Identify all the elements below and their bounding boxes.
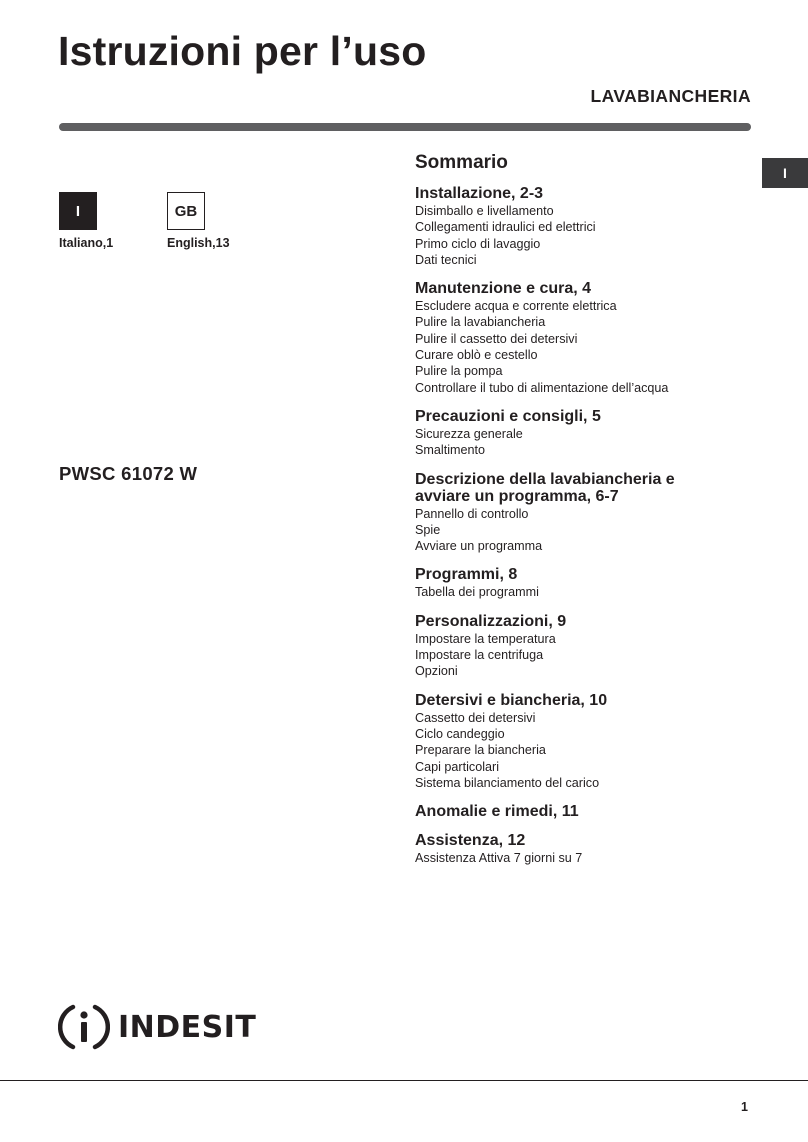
- toc-section-anomalie: [415, 803, 745, 820]
- document-title: Istruzioni per l’uso: [58, 28, 427, 74]
- language-button-english[interactable]: GB: [167, 192, 205, 230]
- toc-heading-line: avviare un programma, 6-7: [415, 487, 619, 505]
- toc-item[interactable]: Collegamenti idraulici ed elettrici: [415, 220, 596, 235]
- brand-logo: [58, 1001, 256, 1053]
- indesit-i-logo-icon: [58, 1001, 110, 1053]
- toc-section-heading[interactable]: Detersivi e biancheria, 10: [415, 691, 608, 709]
- toc-item[interactable]: Pulire la lavabiancheria: [415, 315, 546, 330]
- toc-item[interactable]: Impostare la centrifuga: [415, 648, 544, 663]
- toc-heading-line: Descrizione della lavabiancheria e: [415, 470, 675, 488]
- toc-section-manutenzione: [415, 280, 745, 396]
- toc-section-heading[interactable]: Programmi, 8: [415, 566, 518, 584]
- table-of-contents: [415, 152, 745, 878]
- toc-item[interactable]: Avviare un programma: [415, 539, 543, 554]
- toc-section-assistenza: [415, 832, 745, 866]
- toc-item[interactable]: Opzioni: [415, 664, 458, 679]
- toc-item[interactable]: Ciclo candeggio: [415, 726, 505, 741]
- toc-section-programmi: [415, 566, 745, 600]
- toc-item[interactable]: Impostare la temperatura: [415, 631, 556, 646]
- language-side-tab: I: [762, 158, 808, 188]
- product-category: LAVABIANCHERIA: [590, 86, 751, 106]
- toc-item[interactable]: Dati tecnici: [415, 252, 477, 267]
- toc-item[interactable]: Pannello di controllo: [415, 506, 529, 521]
- toc-item[interactable]: Capi particolari: [415, 759, 499, 774]
- toc-item[interactable]: Disimballo e livellamento: [415, 204, 554, 218]
- language-label-english: English,13: [167, 236, 230, 250]
- page-number: 1: [741, 1100, 748, 1114]
- toc-item[interactable]: Tabella dei programmi: [415, 585, 539, 600]
- brand-wordmark: INDESIT: [118, 1009, 257, 1045]
- toc-title: Sommario: [415, 152, 508, 173]
- toc-section-precauzioni: [415, 408, 745, 459]
- toc-item[interactable]: Cassetto dei detersivi: [415, 710, 536, 725]
- toc-section-detersivi: [415, 692, 745, 791]
- toc-item[interactable]: Escludere acqua e corrente elettrica: [415, 299, 617, 314]
- toc-item[interactable]: Controllare il tubo di alimentazione dell’acqua: [415, 380, 669, 395]
- toc-item[interactable]: Preparare la biancheria: [415, 743, 546, 758]
- toc-section-heading[interactable]: Precauzioni e consigli, 5: [415, 407, 601, 425]
- toc-section-heading[interactable]: Assistenza, 12: [415, 832, 526, 850]
- language-label-italian: Italiano,1: [59, 236, 114, 250]
- toc-item[interactable]: Assistenza Attiva 7 giorni su 7: [415, 851, 583, 866]
- toc-section-heading[interactable]: [415, 471, 745, 505]
- header-divider: [59, 123, 751, 131]
- toc-item[interactable]: Pulire la pompa: [415, 364, 503, 379]
- toc-item[interactable]: Pulire il cassetto dei detersivi: [415, 331, 578, 346]
- language-button-italian[interactable]: I: [59, 192, 97, 230]
- toc-section-installazione: [415, 185, 745, 268]
- toc-item[interactable]: Sistema bilanciamento del carico: [415, 775, 600, 790]
- model-number: PWSC 61072 W: [59, 463, 198, 484]
- toc-item[interactable]: Curare oblò e cestello: [415, 348, 538, 363]
- toc-item[interactable]: Primo ciclo di lavaggio: [415, 236, 541, 251]
- toc-item[interactable]: Sicurezza generale: [415, 426, 523, 441]
- toc-section-heading[interactable]: Installazione, 2-3: [415, 185, 544, 202]
- toc-section-heading[interactable]: Manutenzione e cura, 4: [415, 280, 592, 298]
- toc-item[interactable]: Spie: [415, 522, 441, 537]
- footer-divider: [0, 1080, 808, 1081]
- toc-item[interactable]: Smaltimento: [415, 443, 485, 458]
- toc-section-heading[interactable]: Personalizzazioni, 9: [415, 612, 567, 630]
- toc-section-heading[interactable]: Anomalie e rimedi, 11: [415, 803, 579, 821]
- toc-section-personalizzazioni: [415, 613, 745, 680]
- toc-section-descrizione: [415, 471, 745, 555]
